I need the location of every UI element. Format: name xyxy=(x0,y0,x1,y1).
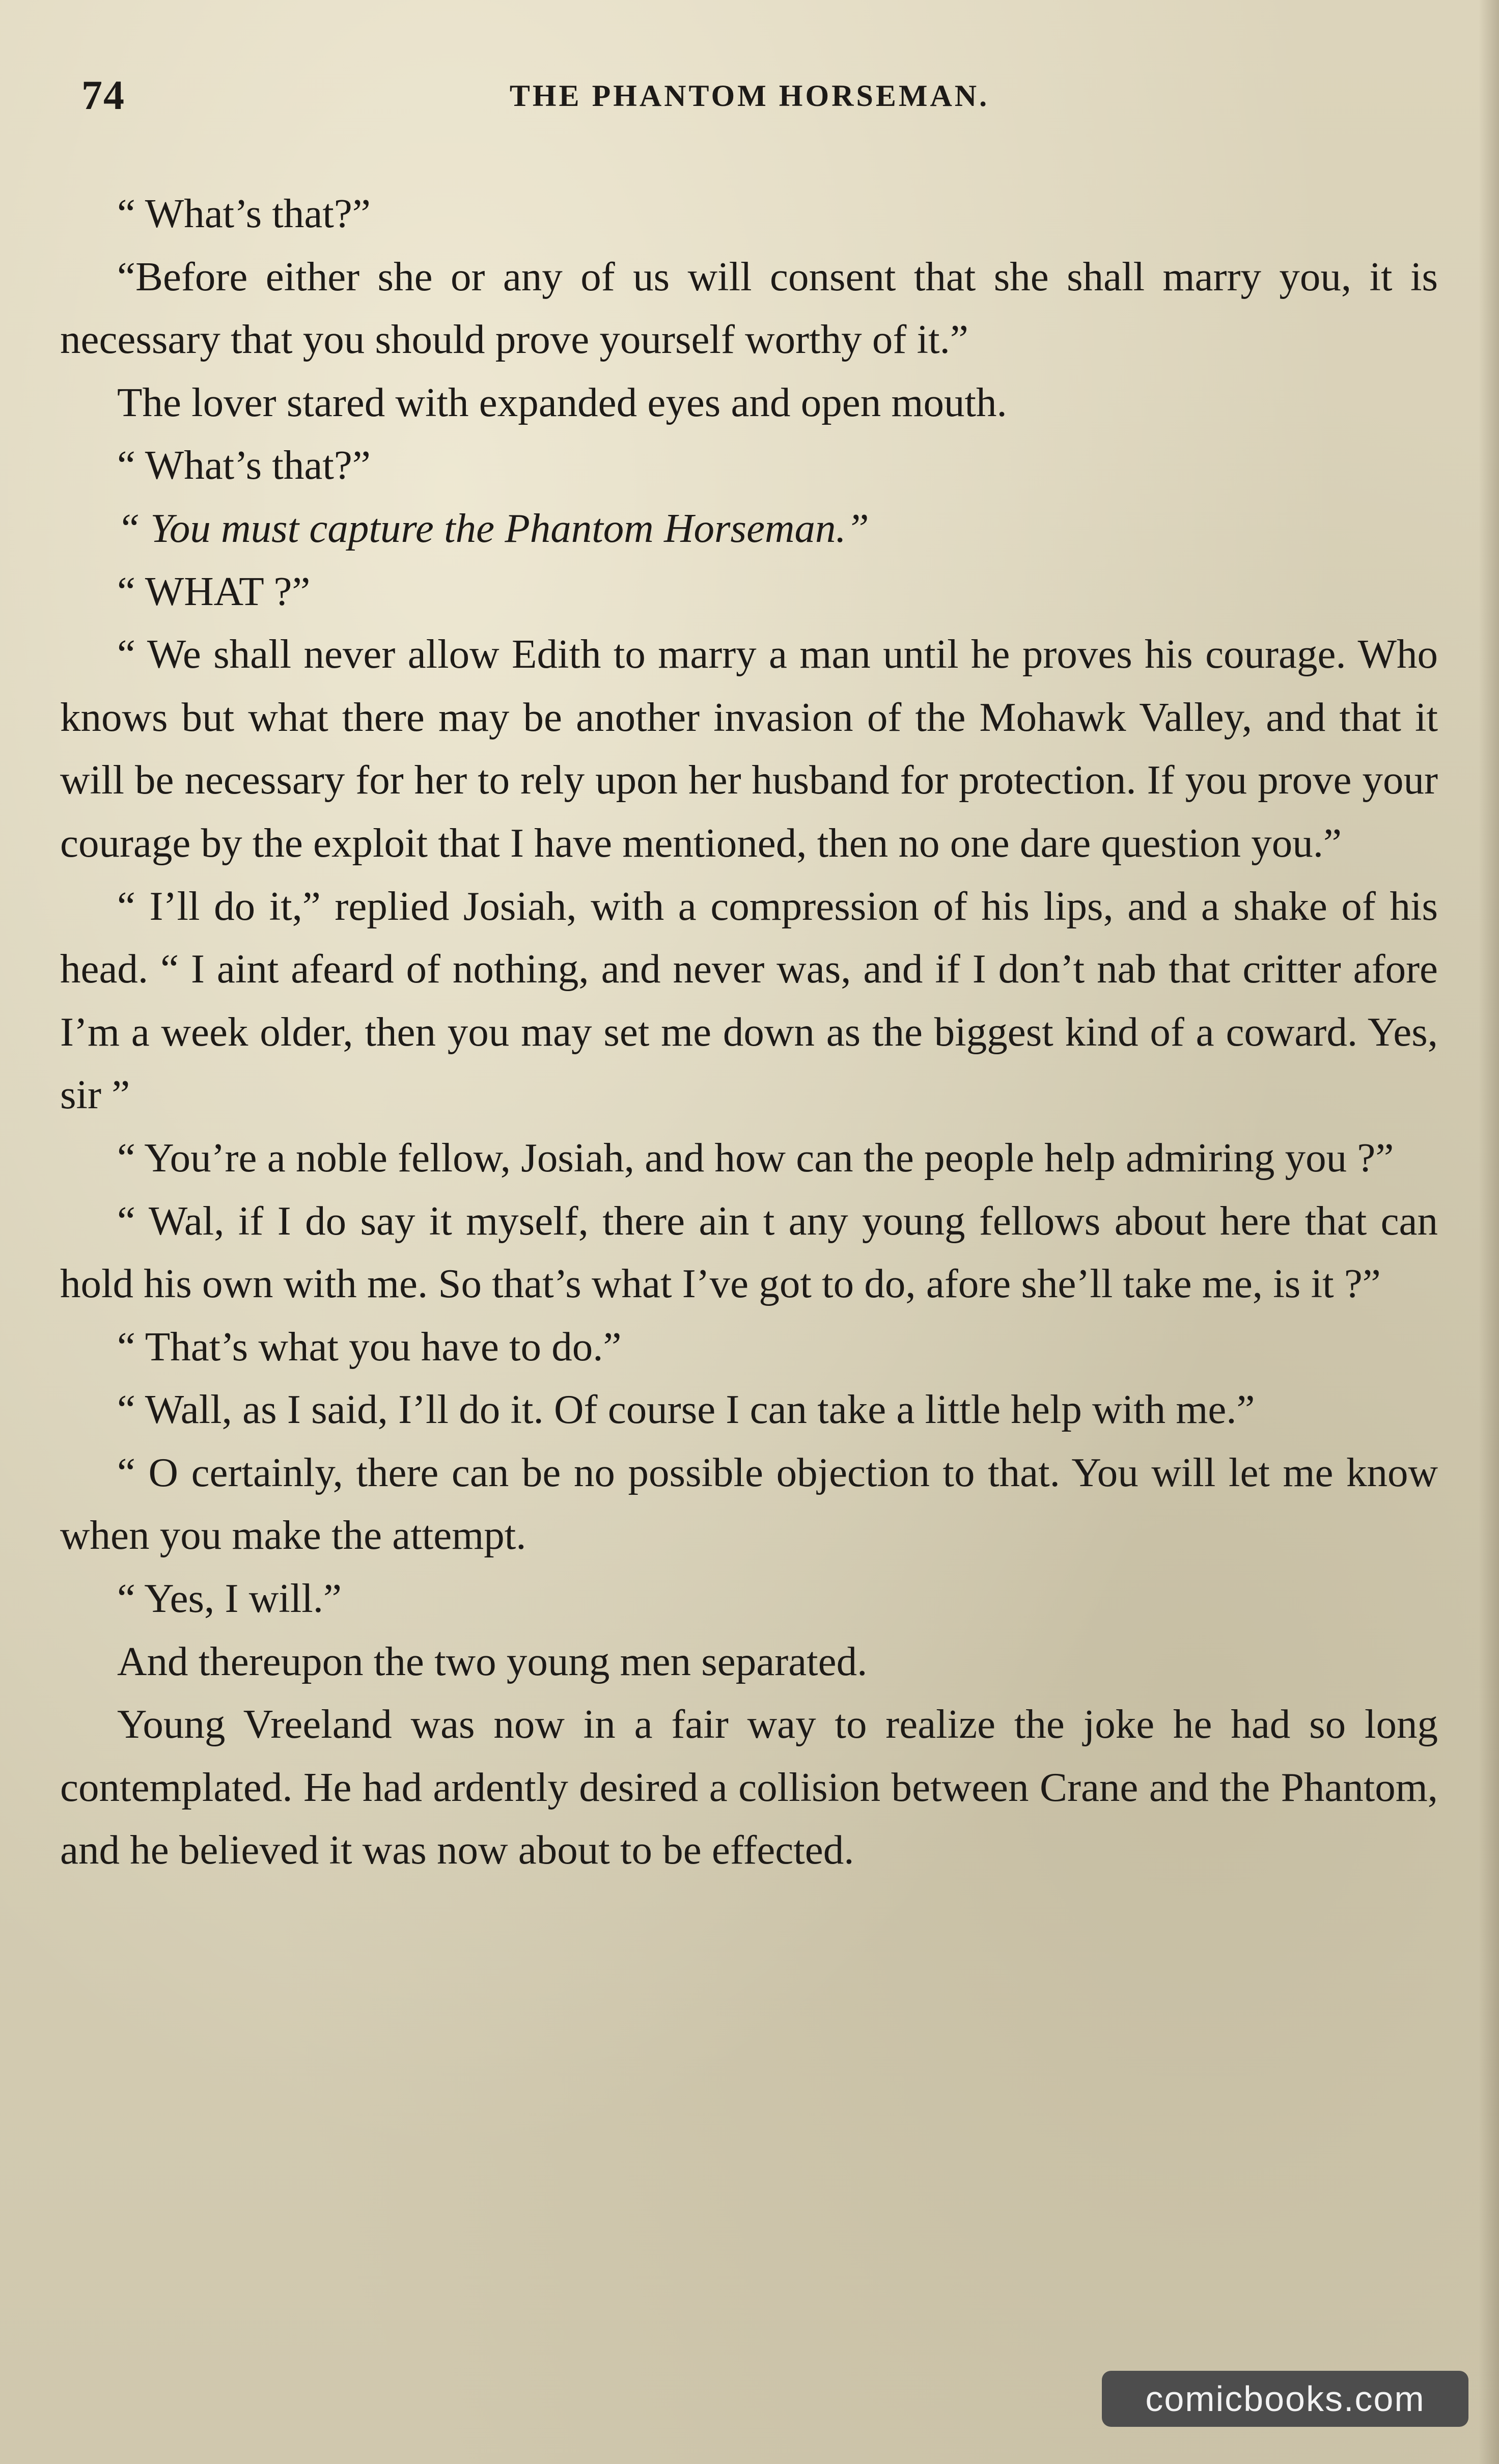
paragraph: “ Wall, as I said, I’ll do it. Of course I can take a little help with me.” xyxy=(117,1386,1255,1433)
paragraph: And thereupon the two young men separated. xyxy=(117,1638,868,1684)
page-edge-shadow xyxy=(1479,0,1499,2464)
paragraph: “ Yes, I will.” xyxy=(117,1575,342,1622)
page-number: 74 xyxy=(81,72,125,118)
watermark-logo: comicbooks.com xyxy=(1102,2371,1468,2427)
page-header xyxy=(0,71,1499,132)
paragraph: “ You’re a noble fellow, Josiah, and how can the people help admiring you ?” xyxy=(117,1134,1394,1181)
italic-quote: “ You must capture the Phantom Horseman.” xyxy=(117,505,869,551)
paragraph: “ O certainly, there can be no possible objection to that. You will let me know when you make the attempt. xyxy=(60,1449,1438,1558)
paragraph: “ What’s that?” xyxy=(117,190,371,236)
paragraph: Young Vreeland was now in a fair way to realize the joke he had so long contemplated. He had ardently desired a collision between Crane and the Phantom, and he believed it was now about to be effected. xyxy=(60,1701,1438,1873)
paragraph: “Before either she or any of us will consent that she shall marry you, it is necessary that you should prove yourself worthy of it.” xyxy=(60,253,1438,363)
paragraph: “ Wal, if I do say it myself, there ain t any young fellows about here that can hold his own with me. So that’s what I’ve got to do, afore she’ll take me, is it ?” xyxy=(60,1197,1438,1307)
paragraph: “ I’ll do it,” replied Josiah, with a compression of his lips, and a shake of his head. “ I aint afeard of nothing, and never was, and if I don’t nab that critter afore I’m a week older, then you may set me down as the biggest kind of a coward. Yes, sir ” xyxy=(60,883,1438,1118)
paragraph: The lover stared with expanded eyes and open mouth. xyxy=(117,379,1007,425)
running-head: THE PHANTOM HORSEMAN. xyxy=(509,79,990,113)
paragraph-italic xyxy=(60,497,1438,560)
paragraph: “ We shall never allow Edith to marry a man until he proves his courage. Who knows but what there may be another invasion of the Mohawk Valley, and that it will be necessary for her to rely upon her husband for protection. If you prove your courage by the exploit that I have mentioned, then no one dare question you.” xyxy=(60,631,1438,866)
paragraph: “ What’s that?” xyxy=(117,442,371,488)
body-text xyxy=(60,182,1438,1882)
paragraph: “ That’s what you have to do.” xyxy=(117,1323,622,1370)
paragraph: “ WHAT ?” xyxy=(117,568,311,614)
